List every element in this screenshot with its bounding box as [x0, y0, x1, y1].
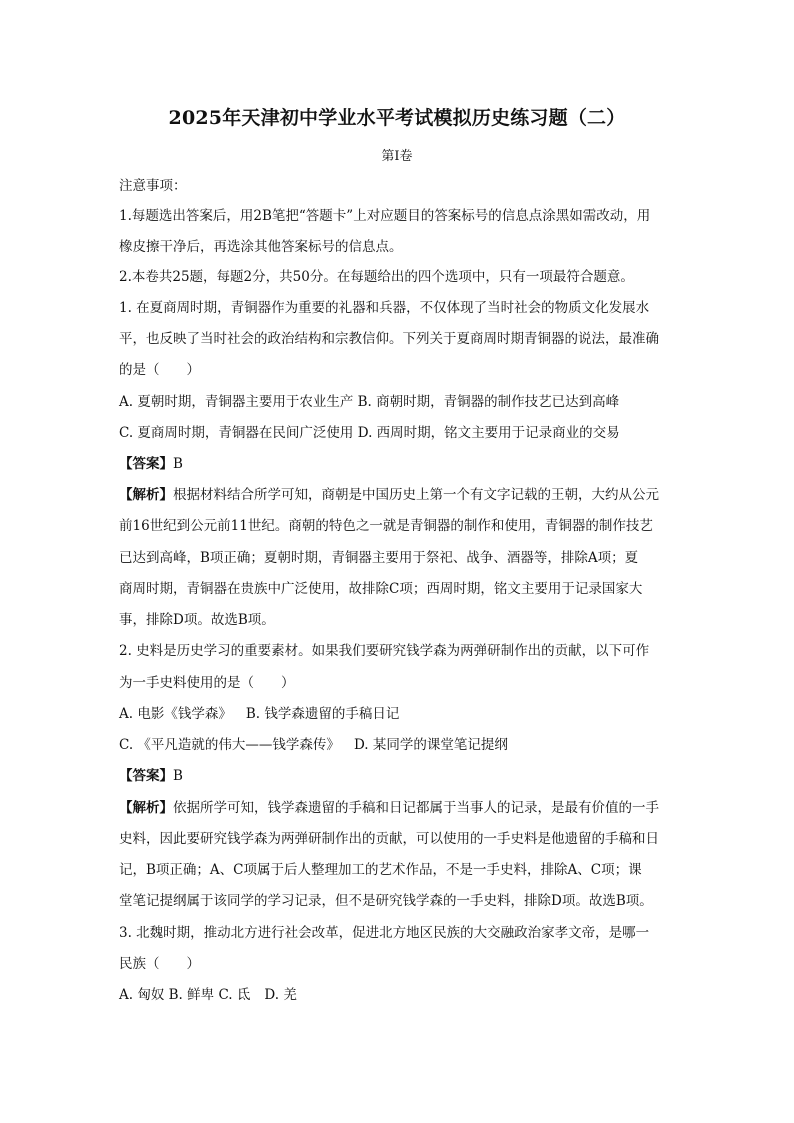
- q1-analysis-line-5: 事，排除D项。故选B项。: [119, 612, 275, 628]
- q1-stem-line-3: 的是（ ）: [119, 362, 200, 378]
- analysis-label: 【解析】: [119, 487, 173, 503]
- q3-option-a: A. 匈奴: [119, 987, 165, 1003]
- q2-analysis-line-2: 史料，因此要研究钱学森为两弹研制作出的贡献，可以使用的一手史料是他遗留的手稿和日: [119, 831, 659, 847]
- section-label: 第I卷: [381, 149, 413, 164]
- analysis-text: 根据材料结合所学可知，商朝是中国历史上第一个有文字记载的王朝，大约从公元: [173, 487, 659, 503]
- analysis-label: 【解析】: [119, 800, 173, 816]
- q2-answer: [119, 767, 183, 785]
- q2-analysis-line-1: [119, 799, 659, 817]
- answer-value: B: [173, 768, 183, 784]
- q1-stem-line-2: 平，也反映了当时社会的政治结构和宗教信仰。下列关于夏商周时期青铜器的说法，最准确: [119, 331, 659, 347]
- q3-option-d: D. 羌: [264, 987, 297, 1003]
- q2-analysis-line-4: 堂笔记提纲属于该同学的学习记录，但不是研究钱学森的一手史料，排除D项。故选B项。: [119, 893, 653, 909]
- q3-option-b: B. 鲜卑: [168, 987, 215, 1003]
- q2-option-a: A. 电影《钱学森》: [119, 706, 232, 722]
- notice-item-2: 2.本卷共25题，每题2分，共50分。在每题给出的四个选项中，只有一项最符合题意。: [119, 269, 634, 285]
- q3-options: [119, 986, 297, 1004]
- q2-analysis-line-3: 记，B项正确；A、C项属于后人整理加工的艺术作品，不是一手史料，排除A、C项；课: [119, 862, 642, 878]
- answer-value: B: [173, 456, 183, 472]
- q3-stem-line-2: 民族（ ）: [119, 956, 200, 972]
- q1-analysis-line-3: 已达到高峰，B项正确；夏朝时期，青铜器主要用于祭祀、战争、酒器等，排除A项；夏: [119, 550, 639, 566]
- analysis-text: 依据所学可知，钱学森遗留的手稿和日记都属于当事人的记录，是最有价值的一手: [173, 800, 659, 816]
- notice-item-1-line-2: 橡皮擦干净后，再选涂其他答案标号的信息点。: [119, 239, 403, 255]
- q2-stem-line-2: 为一手史料使用的是（ ）: [119, 675, 295, 691]
- notice-heading: 注意事项：: [119, 178, 187, 194]
- q1-analysis-line-4: 商周时期，青铜器在贵族中广泛使用，故排除C项；西周时期，铭文主要用于记录国家大: [119, 581, 643, 597]
- q1-analysis-line-2: 前16世纪到公元前11世纪。商朝的特色之一就是青铜器的制作和使用，青铜器的制作技艺: [119, 518, 653, 534]
- q2-options-line-1: [119, 705, 399, 723]
- q2-option-c: C. 《平凡造就的伟大——钱学森传》: [119, 737, 340, 753]
- q3-stem-line-1: 3. 北魏时期，推动北方进行社会改革，促进北方地区民族的大交融政治家孝文帝，是哪一: [119, 925, 650, 941]
- q2-options-line-2: [119, 736, 508, 754]
- q3-option-c: C. 氐: [218, 987, 251, 1003]
- q1-analysis-line-1: [119, 486, 659, 504]
- answer-label: 【答案】: [119, 456, 173, 472]
- q1-answer: [119, 455, 183, 473]
- q2-option-b: B. 钱学森遗留的手稿日记: [245, 706, 400, 722]
- q1-options-line-1: A. 夏朝时期，青铜器主要用于农业生产 B. 商朝时期，青铜器的制作技艺已达到高峰: [119, 394, 620, 410]
- q2-stem-line-1: 2. 史料是历史学习的重要素材。如果我们要研究钱学森为两弹研制作出的贡献，以下可作: [119, 643, 650, 659]
- q1-stem-line-1: 1. 在夏商周时期，青铜器作为重要的礼器和兵器，不仅体现了当时社会的物质文化发展水: [119, 300, 650, 316]
- document-title: 2025年天津初中学业水平考试模拟历史练习题（二）: [168, 107, 626, 129]
- q2-option-d: D. 某同学的课堂笔记提纲: [353, 737, 508, 753]
- notice-item-1-line-1: 1.每题选出答案后，用2B笔把“答题卡”上对应题目的答案标号的信息点涂黑如需改动，用: [119, 208, 651, 224]
- answer-label: 【答案】: [119, 768, 173, 784]
- q1-options-line-2: C. 夏商周时期，青铜器在民间广泛使用 D. 西周时期，铭文主要用于记录商业的交易: [119, 425, 620, 441]
